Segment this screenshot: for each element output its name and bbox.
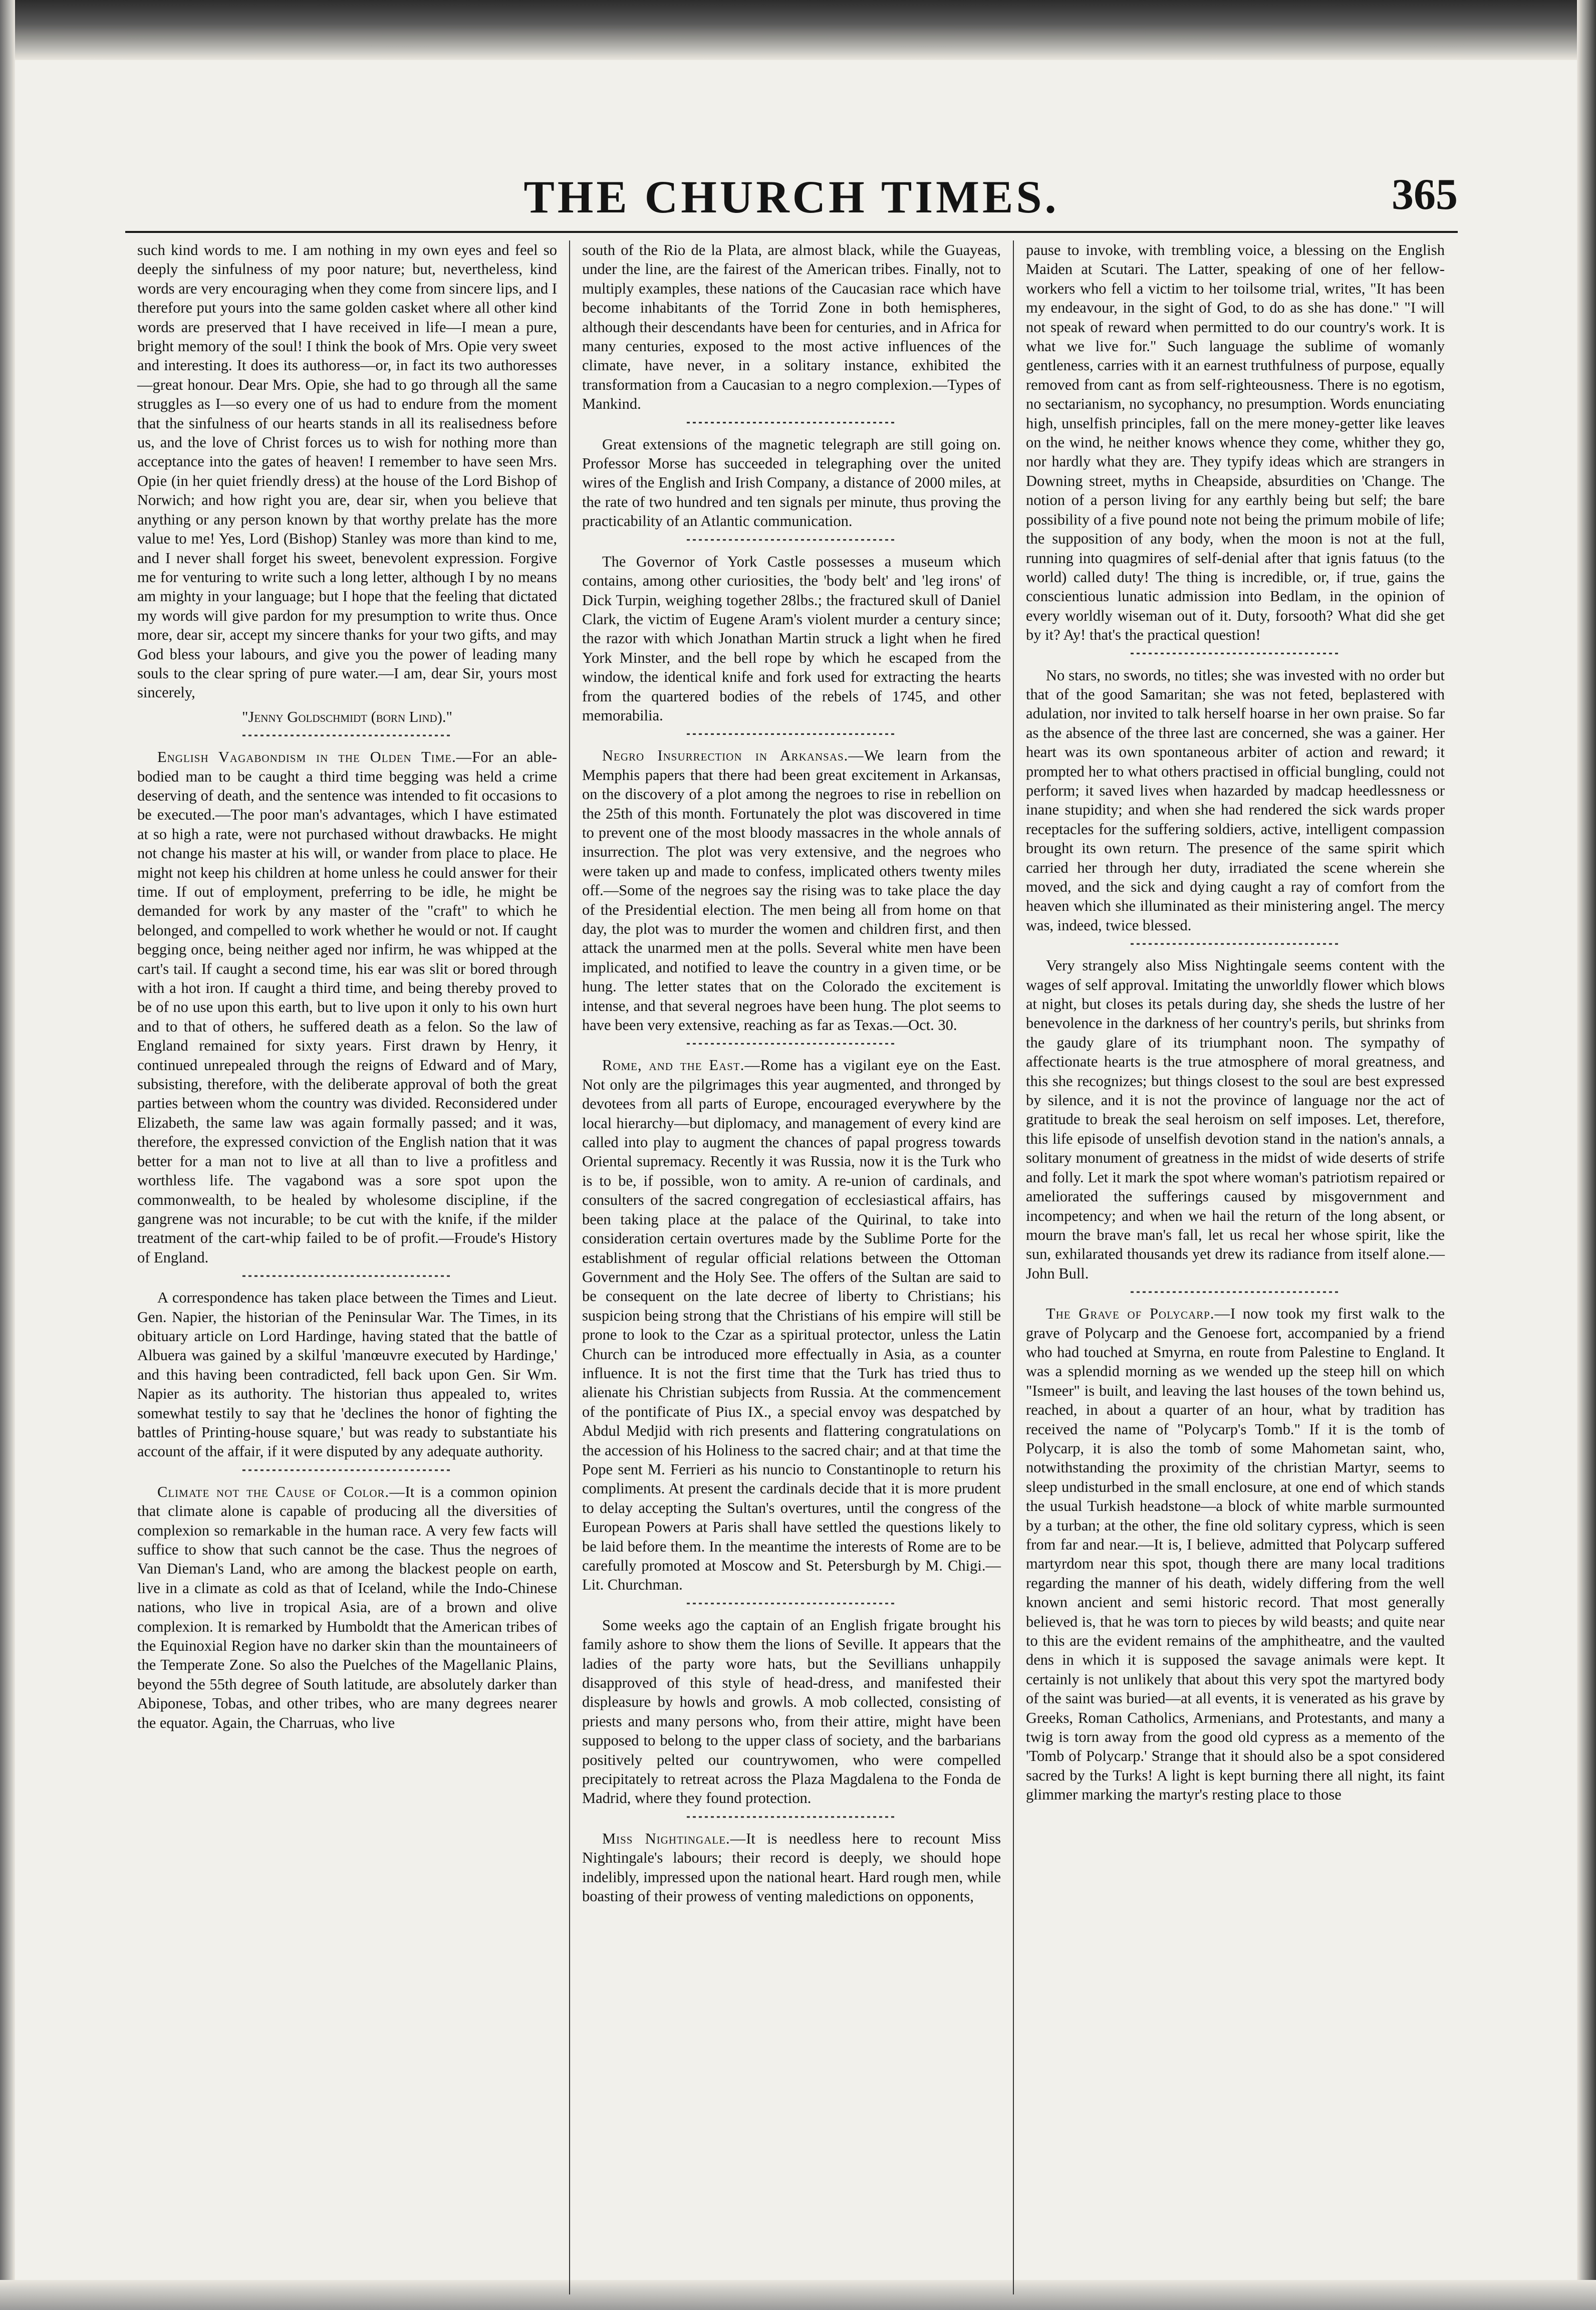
article-text: For an able-bodied man to be caught a third time begging was held a crime deserving of death, and the sentence was intended to fit occasions to be executed.—The poor man's advantages, which I have estimated at so high a rate, were not purchased without drawbacks. He might not change his master at his will, or wander from place to place. He might not keep his children at home unless he could answer for their time. If out of employment, preferring to be idle, he might be demanded for work by any master of the "craft" to which he belonged, and compelled to work whether he would or not. If caught begging once, being neither aged nor infirm, he was whipped at the cart's tail. If caught a second time, his ear was slit or bored through with a hot iron. If caught a third time, and being thereby proved to be of no use upon this earth, but to live upon it only to his own hurt and to that of others, he suffered death as a felon. So the law of England remained for sixty years. First drawn by Henry, it continued unrepealed through the reigns of Edward and of Mary, subsisting, therefore, with the deliberate approval of both the great parties between whom the country was divided. Reconsidered under Elizabeth, the same law was again formally passed; and it was, therefore, the expressed conviction of the English nation that it was better for a man not to live at all than to live a profitless and worthless life. The vagabond was a sore spot upon the commonwealth, to be healed by wholesome discipline, if the gangrene was not incurable; to be cut with the knife, if the milder treatment of the cart-whip failed to be of profit.—Froude's History of England.: [137, 748, 557, 1266]
article-heading: Rome, and the East.—: [602, 1057, 760, 1074]
article-paragraph: [582, 435, 1001, 531]
column-1: [125, 240, 569, 2294]
article-text: "Jenny Goldschmidt (born Lind).": [242, 708, 452, 725]
article-heading: Climate not the Cause of Color.—: [157, 1483, 405, 1500]
article-paragraph: [1026, 956, 1445, 1283]
page-number: 365: [1392, 170, 1458, 219]
article-separator: [687, 419, 896, 427]
article-text: We learn from the Memphis papers that there had been great excitement in Arkansas, on the discovery of a plot among the negroes to rise in rebellion on the 25th of this month. Fortunately the plot was discovered in time to prevent one of the most bloody massacres in the whole annals of insurrection. The plot was very extensive, and the negroes who were taken up and made to confess, implicated others twenty miles off.—Some of the negroes say the rising was to take place the day of the Presidential election. The men being all from home on that day, the plot was to murder the women and children first, and then attack the unarmed men at the polls. Several white men have been implicated, and notified to leave the country in a given time, or be hung. The letter states that on the Colorado the excitement is intense, and that several negroes have been hung. The plot seems to have been very extensive, reaching as far as Texas.—Oct. 30.: [582, 747, 1001, 1034]
article-separator: [242, 731, 452, 739]
article-text: The Governor of York Castle possesses a museum which contains, among other curiosities, the 'body belt' and 'leg irons' of Dick Turpin, weighing together 28lbs.; the fractured skull of Daniel Clark, the victim of Eugene Aram's violent murder a century since; the razor with which Jonathan Martin struck a light when he fired York Minster, and the bell rope by which he escaped from the window, the identical knife and fork used for extracting the hearts from the quartered bodies of the rebels of 1745, and other memorabilia.: [582, 553, 1001, 724]
article-paragraph: [1026, 240, 1445, 645]
article-paragraph: [582, 552, 1001, 725]
running-title: THE CHURCH TIMES.: [523, 171, 1059, 222]
newspaper-page: [125, 165, 1458, 2294]
article-heading: English Vagabondism in the Olden Time.—: [157, 748, 472, 766]
article-text: Rome has a vigilant eye on the East. Not only are the pilgrimages this year augmented, and thronged by devotees from all parts of Europe, encouraged everywhere by the local hierarchy—but diplomacy, and management of every kind are called into play to augment the chances of papal progress towards Oriental supremacy. Recently it was Russia, now it is the Turk who is to be, if possible, won to amity. A re-union of cardinals, and consulters of the sacred congregation of ecclesiastical affairs, has been taking place at the palace of the Quirinal, to take into consideration certain overtures made by the Sublime Porte for the establishment of regular official relations between the Ottoman Government and the Holy See. The offers of the Sultan are said to be consequent on the late decree of liberty to Christians; his suspicion being strong that the Christians of his empire will still be prone to look to the Czar as a spiritual protector, unless the Latin Church can be introduced more effectually in Asia, as a counter influence. It is not the first time that the Turk has tried thus to alienate his Christian subjects from Russia. At the commencement of the pontificate of Pius IX., a special envoy was despatched by Abdul Medjid with rich presents and flattering congratulations on the accession of his Holiness to the sacred chair; and at that time the Pope sent M. Ferrieri as his nuncio to Constantinople to return his compliments. At present the cardinals decide that it is more prudent to delay accepting the Sultan's overtures, until the congress of the European Powers at Paris shall have settled the questions likely to be laid before them. In the meantime the interests of Rome are to be carefully promoted at Moscow and St. Petersburgh by M. Chigi.—Lit. Churchman.: [582, 1057, 1001, 1594]
scan-top-edge: [0, 0, 1596, 60]
article-heading: Negro Insurrection in Arkansas.—: [602, 747, 864, 764]
article-heading: The Grave of Polycarp.—: [1046, 1305, 1230, 1323]
scan-right-edge: [1577, 0, 1596, 2310]
article-separator: [687, 1600, 896, 1608]
article-separator: [242, 1466, 452, 1474]
article-text: south of the Rio de la Plata, are almost black, while the Guayeas, under the line, are the fairest of the American tribes. Finally, not to multiply examples, these nations of the Caucasian race which have become inhabitants of the Torrid Zone in both hemispheres, although their descendants have been for centuries, and in Africa for many centuries, exposed to the most active influences of the climate, have never, in a solitary instance, exhibited the transformation from a Caucasian to a negro complexion.—Types of Mankind.: [582, 241, 1001, 413]
article-separator: [242, 1272, 452, 1280]
article-text: No stars, no swords, no titles; she was invested with no order but that of the good Samaritan; she was not feted, beplastered with adulation, nor invited to talk herself hoarse in her own praise. So far as the absence of the three last are concerned, she was a gainer. Her heart was its own spontaneous arbiter of action and reward; it prompted her to what others practised in official bungling, could not perform; it saved lives when hazarded by madcap heedlessness or inane stupidity; and when she had rendered the sick wards proper receptacles for the suffering soldiers, active, intelligent compassion brought its own return. The presence of the same spirit which carried her through her duty, irradiated the scene wherein she moved, and the sick and dying caught a ray of comfort from the heaven which she illuminated as their ministering angel. The mercy was, indeed, twice blessed.: [1026, 666, 1445, 934]
article-paragraph: [137, 240, 557, 702]
article-heading: Miss Nightingale.—: [602, 1830, 746, 1847]
article-separator: [1131, 940, 1340, 948]
article-separator: [687, 730, 896, 738]
text-columns: [125, 240, 1458, 2294]
article-text: Some weeks ago the captain of an English frigate brought his family ashore to show them the lions of Seville. It appears that the ladies of the party wore hats, but the Sevillians unhappily disapproved of this style of head-dress, and manifested their displeasure by howls and growls. A mob collected, consisting of priests and many persons who, from their attire, might have been supposed to belong to the upper class of society, and the barbarians positively pelted our countrywomen, who were compelled precipitately to retreat across the Plaza Magdalena to the Fonda de Madrid, where they found protection.: [582, 1616, 1001, 1807]
letter-signature: [137, 707, 557, 726]
article-paragraph: [582, 1616, 1001, 1808]
page-header: [125, 165, 1458, 233]
article-paragraph: [137, 747, 557, 1267]
article-separator: [687, 536, 896, 544]
article-paragraph: [582, 240, 1001, 414]
article-paragraph: [1026, 666, 1445, 935]
article-separator: [1131, 650, 1340, 658]
scan-left-edge: [0, 0, 15, 2310]
article-text: pause to invoke, with trembling voice, a blessing on the English Maiden at Scutari. The Latter, speaking of one of her fellow-workers who fell a victim to her toilsome trial, writes, "It has been my endeavour, in the sight of God, to do as she has done." "I will not speak of reward when permitted to do our country's work. It is what we live for." Such language the sublime of womanly gentleness, carries with it an earnest truthfulness of purpose, equally removed from cant as from self-righteousness. There is no egotism, no sectarianism, no sycophancy, no presumption. Words enunciating high, unselfish principles, fall on the mere money-getter like leaves on the wind, he neither knows whence they come, whither they go, nor hardly what they are. They typify ideas which are strangers in Downing street, myths in Cheapside, absurdities on 'Change. The notion of a person living for any earthly being but self; the bare possibility of a five pound note not being the primum mobile of life; the supposition of any body, when the moon is not at the full, running into quagmires of self-denial after that ignis fatuus (to the world) called duty! The thing is incredible, or, if true, gains the conscientious lunatic admission into Bedlam, in the opinion of every worldly wiseman out of it. Duty, forsooth? What did she get by it? Ay! that's the practical question!: [1026, 241, 1445, 644]
article-text: I now took my first walk to the grave of Polycarp and the Genoese fort, accompanied by a friend who had touched at Smyrna, en route from Palestine to England. It was a splendid morning as we wended up the steep hill on which "Ismeer" is built, and leaving the last houses of the town behind us, reached, in about a quarter of an hour, what by tradition has received the name of "Polycarp's Tomb." If it is the tomb of Polycarp, it is also the tomb of some Mahometan saint, who, notwithstanding the proximity of the christian Martyr, seems to sleep undisturbed in the small enclosure, at one end of which stands the usual Turkish headstone—a block of white marble surmounted by a turban; at the other, the fine old solitary cypress, which is seen from far and near.—It is, I believe, admitted that Polycarp suffered martyrdom near this spot, though there are many local traditions regarding the manner of his death, widely differing from the well known ancient and semi historic record. That most generally believed is, that he was torn to pieces by wild beasts; and quite near to this are the evident remains of the amphitheatre, and the vaulted dens in which it is supposed the savage animals were kept. It certainly is not unlikely that about this very spot the martyred body of the saint was buried—at all events, it is venerated as his grave by Greeks, Roman Catholics, Armenians, and Protestants, and many a twig is torn away from the good old cypress as a memento of the 'Tomb of Polycarp.' Strange that it should also be a spot considered sacred by the Turks! A light is kept burning there all night, its faint glimmer marking the martyr's resting place to those: [1026, 1305, 1445, 1804]
article-text: Very strangely also Miss Nightingale seems content with the wages of self approval. Imitating the unworldly flower which blows at night, but closes its petals during day, she sheds the lustre of her benevolence in the darkness of her country's perils, but shrinks from the gaudy glare of its triumphant noon. The sympathy of affectionate hearts is the true atmosphere of moral greatness, and this she recognizes; but things closest to the soul are best expressed by silence, and it is not the province of language nor the act of gratitude to break the seal heroism on self imposes. Let, therefore, this life episode of unselfish devotion stand in the nation's annals, a solitary monument of greatness in the midst of wide deserts of strife and folly. Let it mark the spot where woman's patriotism repaired or ameliorated the sufferings caused by misgovernment and incompetency; and when we hail the return of the long absent, or mourn the brave man's fall, let us recal her whose spirit, like the sun, exhilarated thousands yet drew its radiance from itself alone.—John Bull.: [1026, 957, 1445, 1282]
article-text: It is needless here to recount Miss Nightingale's labours; their record is deeply, we should hope indelibly, impressed upon the national heart. Hard rough men, while boasting of their prowess of venting maledictions on opponents,: [582, 1830, 1001, 1905]
article-text: Great extensions of the magnetic telegraph are still going on. Professor Morse has succeeded in telegraphing over the united wires of the English and Irish Company, a distance of 2000 miles, at the rate of two hundred and ten signals per minute, thus proving the practicability of an Atlantic communication.: [582, 435, 1001, 530]
article-paragraph: [137, 1482, 557, 1732]
article-paragraph: [137, 1288, 557, 1461]
article-text: A correspondence has taken place between the Times and Lieut. Gen. Napier, the historian of the Peninsular War. The Times, in its obituary article on Lord Hardinge, having stated that the battle of Albuera was gained by a skilful 'manœuvre executed by Hardinge,' and this having been contradicted, fell back upon Gen. Sir Wm. Napier as its authority. The historian thus appealed to, writes somewhat testily to say that he 'declines the honor of fighting the battles of Printing-house square,' but was ready to substantiate his account of the affair, if it were disputed by any adequate authority.: [137, 1289, 557, 1460]
article-separator: [687, 1813, 896, 1821]
article-separator: [1131, 1288, 1340, 1296]
article-paragraph: [582, 746, 1001, 1035]
column-3: [1013, 240, 1457, 2294]
column-2: [569, 240, 1013, 2294]
article-text: such kind words to me. I am nothing in my own eyes and feel so deeply the sinfulness of my poor nature; but, nevertheless, kind words are very encouraging when they come from sincere lips, and I therefore put yours into the same golden casket where all other kind words are preserved that I have received in life—I mean a pure, bright memory of the soul! I think the book of Mrs. Opie very sweet and interesting. It does its authoress—or, in fact its two authoresses—great honour. Dear Mrs. Opie, she had to go through all the same struggles as I—so every one of us had to endure from the moment that the sinfulness of our hearts stands in all its realisedness before us, and the love of Christ forces us to wish for nothing more than acceptance into the gates of heaven! I remember to have seen Mrs. Opie (in her quiet friendly dress) at the house of the Lord Bishop of Norwich; and how right you are, dear sir, when you believe that anything or any person known by that worthy prelate has the more value to me! Yes, Lord (Bishop) Stanley was more than kind to me, and I never shall forget his sweet, benevolent expression. Forgive me for venturing to write such a long letter, although I by no means am mighty in your language; but I hope that the feeling that dictated my words will give pardon for my presumption to write thus. Once more, dear sir, accept my sincere thanks for your two gifts, and may God bless your labours, and give you the power of leading many souls to the clear spring of pure water.—I am, dear Sir, yours most sincerely,: [137, 241, 557, 701]
article-separator: [687, 1040, 896, 1048]
article-paragraph: [582, 1056, 1001, 1594]
article-paragraph: [1026, 1304, 1445, 1805]
article-paragraph: [582, 1829, 1001, 1906]
article-text: It is a common opinion that climate alone is capable of producing all the diversities of complexion so remarkable in the human race. A very few facts will suffice to show that such cannot be the case. Thus the negroes of Van Dieman's Land, who are among the blackest people on earth, live in a climate as cold as that of Iceland, while the Indo-Chinese nations, who live in tropical Asia, are of a brown and olive complexion. It is remarked by Humboldt that the American tribes of the Equinoxial Region have no darker skin than the mountaineers of the Temperate Zone. So also the Puelches of the Magellanic Plains, beyond the 55th degree of South latitude, are absolutely darker than Abiponese, Tobas, and other tribes, who are many degrees nearer the equator. Again, the Charruas, who live: [137, 1483, 557, 1731]
